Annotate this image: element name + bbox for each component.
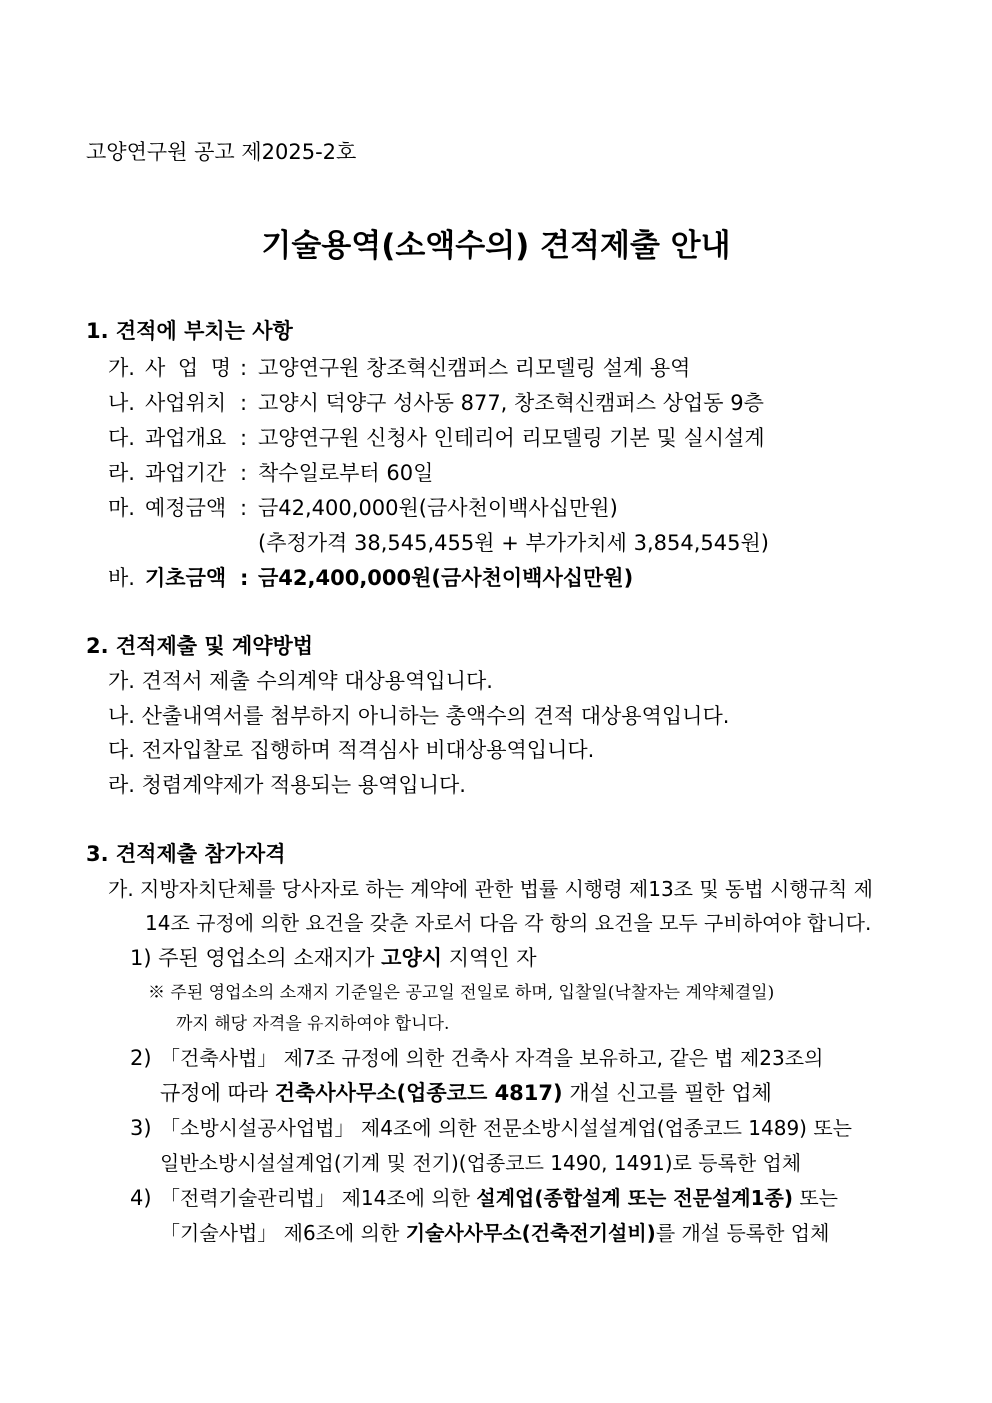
item-label: 과업개요	[145, 426, 227, 450]
item-colon: :	[240, 426, 248, 450]
sub-item-marker: 1)	[130, 946, 152, 970]
sub-item-3-line2: 일반소방시설설계업(기계 및 전기)(업종코드 1490, 1491)로 등록한 업체	[160, 1151, 802, 1175]
item-colon: :	[240, 356, 248, 380]
sub-item-2-line1: 「건축사법」 제7조 규정에 의한 건축사 자격을 보유하고, 같은 법 제23조의	[160, 1046, 824, 1070]
item-colon: :	[240, 461, 248, 485]
sub-item-2-line2	[160, 1079, 772, 1107]
sub-item-4-marker: 4)	[130, 1186, 152, 1210]
item-marker: 나.	[108, 391, 135, 415]
sub-item-emphasis: 건축사사무소(업종코드 4817)	[274, 1081, 563, 1105]
note-line1: ※ 주된 영업소의 소재지 기준일은 공고일 전일로 하며, 입찰일(낙찰자는 계약체결일)	[148, 983, 775, 1003]
sub-item-text: 또는	[799, 1186, 838, 1210]
sub-item-1	[130, 944, 537, 972]
item-value: 금42,400,000원(금사천이백사십만원)	[258, 566, 634, 590]
note-line2: 까지 해당 자격을 유지하여야 합니다.	[176, 1014, 450, 1034]
section3-heading: 3. 견적제출 참가자격	[86, 842, 286, 866]
sub-item-text: 주된 영업소의 소재지가	[158, 946, 375, 970]
sub-item-text: 지역인 자	[448, 946, 537, 970]
sub-item-emphasis: 기술사사무소(건축전기설비)	[405, 1221, 656, 1245]
sub-item-4-line1	[160, 1184, 838, 1212]
item-value: 금42,400,000원(금사천이백사십만원)	[258, 496, 618, 520]
sub-item-3-marker: 3)	[130, 1116, 152, 1140]
section3-item-ga-line1: 가. 지방자치단체를 당사자로 하는 계약에 관한 법률 시행령 제13조 및 동법 시행규칙 제	[108, 877, 873, 901]
sub-item-4-line2	[160, 1219, 829, 1247]
item-colon: :	[240, 566, 249, 590]
item-value: 고양연구원 신청사 인테리어 리모델링 기본 및 실시설계	[258, 426, 765, 450]
item-value: 착수일로부터 60일	[258, 461, 434, 485]
sub-item-text: 개설 신고를 필한 업체	[569, 1081, 772, 1105]
item-label	[145, 354, 231, 382]
sub-item-text: 「전력기술관리법」 제14조에 의한	[160, 1186, 471, 1210]
item-marker: 바.	[108, 566, 135, 590]
item-colon: :	[240, 391, 248, 415]
sub-item-3-line1: 「소방시설공사업법」 제4조에 의한 전문소방시설설계업(업종코드 1489) 또는	[160, 1116, 852, 1140]
item-marker: 다.	[108, 426, 135, 450]
sub-item-text: 규정에 따라	[160, 1081, 269, 1105]
list-item: 다. 전자입찰로 집행하며 적격심사 비대상용역입니다.	[108, 738, 595, 762]
item-label: 기초금액	[145, 566, 227, 590]
list-item: 라. 청렴계약제가 적용되는 용역입니다.	[108, 773, 466, 797]
sub-item-emphasis: 설계업(종합설계 또는 전문설계1종)	[476, 1186, 793, 1210]
item-marker: 가.	[108, 356, 135, 380]
sub-item-2-marker: 2)	[130, 1046, 152, 1070]
item-marker: 라.	[108, 461, 135, 485]
item-label-text: 사 업 명	[145, 356, 231, 380]
item-label: 과업기간	[145, 461, 227, 485]
sub-item-emphasis: 고양시	[381, 946, 443, 970]
item-value: 고양연구원 창조혁신캠퍼스 리모델링 설계 용역	[258, 356, 691, 380]
list-item: 나. 산출내역서를 첨부하지 아니하는 총액수의 견적 대상용역입니다.	[108, 704, 730, 728]
sub-item-text: 「기술사법」 제6조에 의한	[160, 1221, 400, 1245]
item-label: 예정금액	[145, 496, 227, 520]
item-colon: :	[240, 496, 248, 520]
list-item: 가. 견적서 제출 수의계약 대상용역입니다.	[108, 669, 493, 693]
sub-item-text: 를 개설 등록한 업체	[655, 1221, 830, 1245]
item-marker: 마.	[108, 496, 135, 520]
item-value: 고양시 덕양구 성사동 877, 창조혁신캠퍼스 상업동 9층	[258, 391, 764, 415]
page-title: 기술용역(소액수의) 견적제출 안내	[261, 228, 731, 264]
notice-number: 고양연구원 공고 제2025-2호	[86, 140, 357, 164]
section2-heading: 2. 견적제출 및 계약방법	[86, 634, 314, 658]
item-value-detail: (추정가격 38,545,455원 + 부가가치세 3,854,545원)	[258, 531, 769, 555]
item-label: 사업위치	[145, 391, 227, 415]
section1-heading: 1. 견적에 부치는 사항	[86, 319, 293, 343]
section3-item-ga-line2: 14조 규정에 의한 요건을 갖춘 자로서 다음 각 항의 요건을 모두 구비하여야 합니다.	[145, 911, 872, 935]
